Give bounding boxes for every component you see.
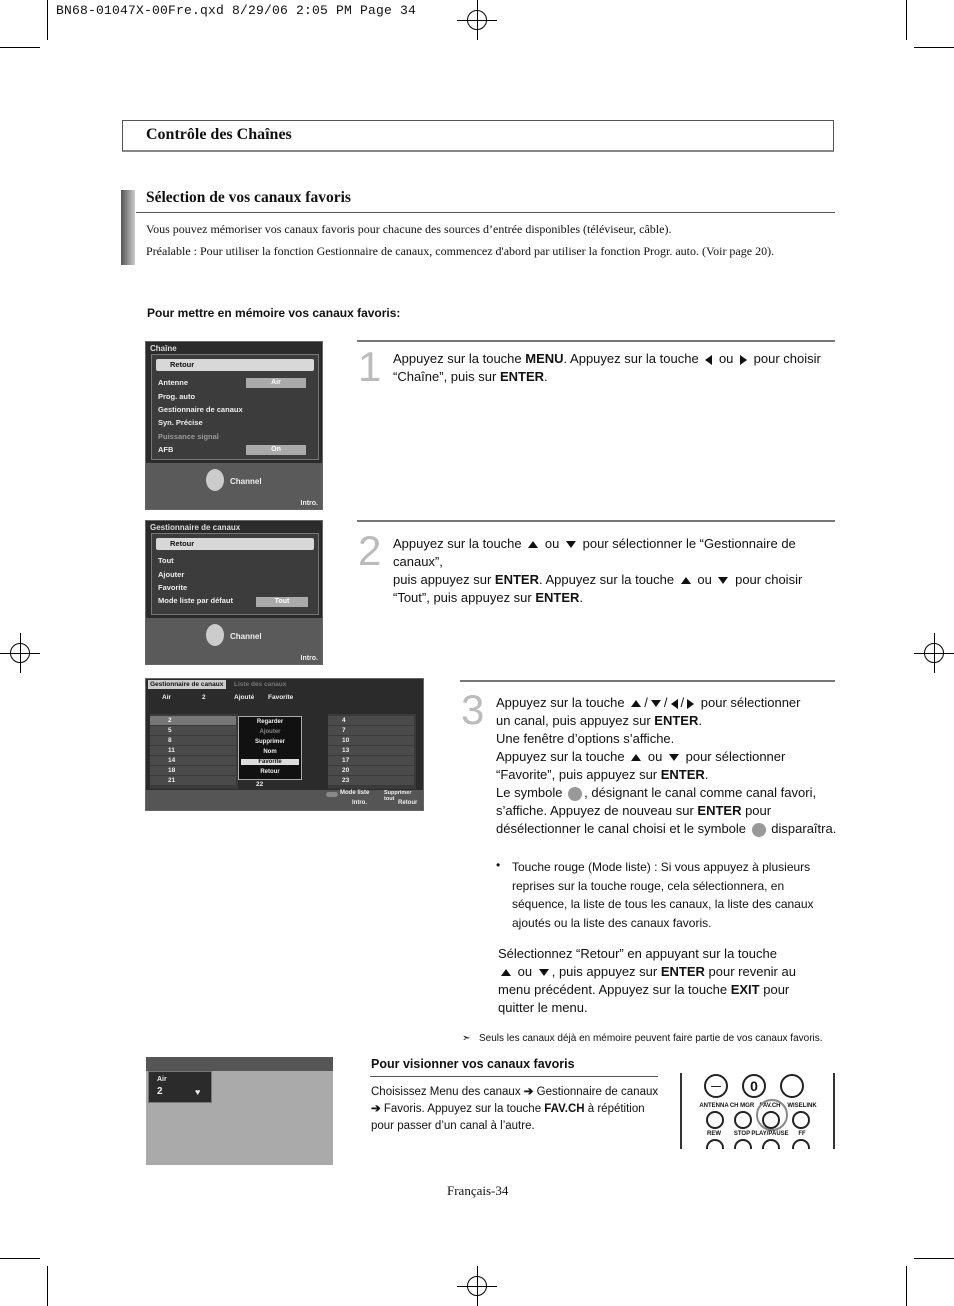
menu-item-retour[interactable]: Retour <box>156 538 314 550</box>
crop-mark <box>47 0 48 40</box>
option-favorite[interactable]: Favorite <box>241 759 299 765</box>
ff-button[interactable] <box>792 1139 810 1149</box>
satellite-icon <box>206 624 224 646</box>
tv-screen-channel-menu <box>145 341 323 510</box>
list-item[interactable]: 2 <box>150 716 236 725</box>
option-nom[interactable]: Nom <box>263 749 277 755</box>
antenna-button[interactable] <box>706 1111 724 1129</box>
crop-mark <box>906 1266 907 1306</box>
tv-screen-favorite <box>146 1057 333 1165</box>
crop-mark <box>0 1258 40 1259</box>
screen-footer <box>146 618 322 664</box>
stop-label: STOP <box>733 1131 751 1137</box>
intro-paragraph-1: Vous pouvez mémoriser vos canaux favoris pour chacune des sources d’entrée disponibles (téléviseur, câble). <box>146 222 672 236</box>
section-title: Contrôle des Chaînes <box>146 126 292 143</box>
footer-label: Channel <box>230 632 262 641</box>
screen-bar <box>146 1057 333 1071</box>
wiselink-label: WISELINK <box>787 1103 817 1109</box>
note-icon: ➣ <box>462 1033 471 1044</box>
crop-mark <box>47 1266 48 1306</box>
left-arrow-icon <box>705 355 712 365</box>
list-item[interactable]: 7 <box>328 726 414 735</box>
menu-panel <box>151 354 319 460</box>
blank-button[interactable] <box>780 1074 804 1098</box>
btn-mode-liste: Mode liste <box>340 790 370 796</box>
note-text: Seuls les canaux déjà en mémoire peuvent faire partie de vos canaux favoris. <box>479 1033 823 1044</box>
view-text: Choisissez Menu des canaux ➔ Gestionnaire de canaux ➔ Favoris. Appuyez sur la touche FAV.CH à répétition pour passer d’un canal à l’autre. <box>371 1086 659 1132</box>
list-item[interactable]: 10 <box>328 736 414 745</box>
antenna-label: ANTENNA <box>699 1103 729 1109</box>
list-item[interactable]: 17 <box>328 756 414 765</box>
btn-intro: Intro. <box>352 800 367 806</box>
screen-title: Chaîne <box>150 344 177 353</box>
legend-added: Ajouté <box>234 694 255 701</box>
bullet-red-button: Touche rouge (Mode liste) : Si vous appuyez à plusieurs reprises sur la touche rouge, cela sélectionnera, en séquence, la liste de tous les canaux, la liste des canaux ajoutés ou la liste des canaux favoris. <box>512 860 814 930</box>
down-arrow-icon <box>669 754 679 761</box>
antenne-value: Air <box>246 378 306 388</box>
list-item[interactable]: 18 <box>150 766 236 775</box>
page-number: Français-34 <box>447 1183 509 1198</box>
channel-column-3 <box>328 714 416 789</box>
osd-source: Air <box>157 1076 167 1083</box>
options-menu <box>238 716 302 780</box>
ch-mgr-label: CH MGR <box>729 1103 755 1109</box>
remote-control <box>680 1073 835 1149</box>
subsection-bar <box>121 190 135 265</box>
tv-screen-channel-list <box>145 678 424 811</box>
rew-label: REW <box>707 1131 721 1137</box>
step-3-return-text: Sélectionnez “Retour” en appuyant sur la touche ou , puis appuyez sur ENTER pour revenir au menu précédent. Appuyez sur la touche EXIT pour quitter le menu. <box>498 946 796 1015</box>
menu-item-mode-liste[interactable]: Mode liste par défaut <box>158 596 234 605</box>
heart-icon <box>568 787 582 801</box>
dash-button[interactable] <box>704 1074 728 1098</box>
bullet-dot: • <box>496 858 501 872</box>
view-rule <box>370 1076 658 1077</box>
right-arrow-icon <box>687 699 694 709</box>
heart-icon: ♥ <box>195 1087 201 1097</box>
rew-button[interactable] <box>706 1139 724 1149</box>
step-2-text: Appuyez sur la touche ou pour sélectionner le “Gestionnaire de canaux”, puis appuyez sur ENTER. Appuyez sur la touche ou pour choisir “Tout”, puis appuyez sur ENTER. <box>393 536 803 605</box>
menu-item-afb[interactable]: AFB <box>158 445 174 454</box>
tab-gestionnaire[interactable]: Gestionnaire de canaux <box>148 680 226 689</box>
step-number-1: 1 <box>358 343 382 390</box>
ch-mgr-button[interactable] <box>734 1111 752 1129</box>
step-number-2: 2 <box>358 527 382 574</box>
arrow-right-icon: ➔ <box>523 1086 534 1098</box>
menu-item-syn-precise[interactable]: Syn. Précise <box>158 418 203 427</box>
registration-mark <box>457 0 497 40</box>
satellite-icon <box>206 469 224 491</box>
list-item[interactable]: 23 <box>328 776 414 785</box>
wiselink-button[interactable] <box>792 1111 810 1129</box>
intro-label: Intro. <box>300 500 318 507</box>
tab-liste-canaux[interactable]: Liste des canaux <box>234 681 287 688</box>
step-rule <box>357 340 835 342</box>
menu-item-antenne[interactable]: Antenne <box>158 378 188 387</box>
view-heading: Pour visionner vos canaux favoris <box>371 1057 575 1071</box>
menu-item-prog-auto[interactable]: Prog. auto <box>158 392 196 401</box>
intro-label: Intro. <box>300 655 318 662</box>
list-item[interactable]: 11 <box>150 746 236 755</box>
subsection-title: Sélection de vos canaux favoris <box>146 189 351 206</box>
zero-button[interactable]: 0 <box>742 1074 766 1098</box>
list-item[interactable]: 4 <box>328 716 414 725</box>
intro-paragraph-2: Préalable : Pour utiliser la fonction Gestionnaire de canaux, commencez d'abord par utiliser la fonction Progr. auto. (Voir page 20). <box>146 244 775 258</box>
subsection-rule <box>136 212 835 213</box>
afb-value: On <box>246 445 306 455</box>
option-supprimer[interactable]: Supprimer <box>254 739 285 745</box>
footer-label: Channel <box>230 477 262 486</box>
channel-osd <box>148 1071 212 1103</box>
right-arrow-icon <box>740 355 747 365</box>
fav-ch-highlight <box>756 1099 788 1131</box>
registration-mark <box>0 633 40 673</box>
down-arrow-icon <box>651 700 661 707</box>
arrow-right-icon: ➔ <box>371 1103 381 1115</box>
source-label: Air <box>162 694 172 701</box>
section-title-box <box>122 120 834 152</box>
up-arrow-icon <box>528 541 538 548</box>
up-arrow-icon <box>501 969 511 976</box>
fav-ch-label: FAV.CH <box>759 1103 781 1109</box>
up-arrow-icon <box>631 700 641 707</box>
crop-mark <box>906 0 907 40</box>
legend-favorite: Favorite <box>268 694 294 701</box>
down-arrow-icon <box>539 969 549 976</box>
print-header: BN68-01047X-00Fre.qxd 8/29/06 2:05 PM Page 34 <box>56 3 417 18</box>
osd-channel: 2 <box>157 1086 163 1097</box>
menu-item-puissance-signal: Puissance signal <box>158 432 219 441</box>
red-button-icon <box>326 792 338 797</box>
list-item[interactable]: 13 <box>328 746 414 755</box>
channel-column-1 <box>150 714 238 789</box>
up-arrow-icon <box>681 577 691 584</box>
down-arrow-icon <box>718 577 728 584</box>
list-item[interactable]: 5 <box>150 726 236 735</box>
step-1-text: Appuyez sur la touche MENU. Appuyez sur la touche ou pour choisir “Chaîne”, puis sur ENTER. <box>393 351 821 384</box>
list-item[interactable]: 20 <box>328 766 414 775</box>
registration-mark <box>457 1266 497 1306</box>
crop-mark <box>0 47 40 48</box>
step-rule <box>460 680 835 682</box>
screen-title: Gestionnaire de canaux <box>150 523 241 532</box>
left-arrow-icon <box>671 699 678 709</box>
step-rule <box>357 520 835 522</box>
menu-item-tout[interactable]: Tout <box>158 556 174 565</box>
step-3-text: Appuyez sur la touche / / / pour sélectionner un canal, puis appuyez sur ENTER. Une fenêtre d’options s’affiche. Appuyez sur la touche ou pour sélectionner “Favorite”, puis appuyez sur ENTER. Le symbole , désignant le canal comme canal favori, s’affiche. Appuyez de nouveau sur ENTER pour désélectionner le canal choisi et le symbole disparaîtra. <box>496 695 837 836</box>
menu-panel <box>151 533 319 615</box>
stop-button[interactable] <box>734 1139 752 1149</box>
up-arrow-icon <box>631 754 641 761</box>
memorize-heading: Pour mettre en mémoire vos canaux favoris: <box>147 306 401 320</box>
btn-retour: Retour <box>398 800 418 806</box>
option-retour[interactable]: Retour <box>260 769 280 775</box>
tv-screen-channel-manager <box>145 520 323 665</box>
menu-item-gestionnaire[interactable]: Gestionnaire de canaux <box>158 405 243 414</box>
list-item[interactable]: 8 <box>150 736 236 745</box>
play-pause-label: PLAY/PAUSE <box>751 1131 789 1137</box>
mode-liste-value: Tout <box>256 597 308 607</box>
crop-mark <box>914 1258 954 1259</box>
ff-label: FF <box>798 1131 806 1137</box>
menu-item-retour[interactable]: Retour <box>156 359 314 371</box>
list-item[interactable]: 21 <box>150 776 236 785</box>
menu-item-ajouter[interactable]: Ajouter <box>158 570 185 579</box>
current-channel: 2 <box>202 694 206 701</box>
menu-item-favorite[interactable]: Favorite <box>158 583 188 592</box>
play-pause-button[interactable] <box>762 1139 780 1149</box>
list-item[interactable]: 14 <box>150 756 236 765</box>
down-arrow-icon <box>566 541 576 548</box>
step-number-3: 3 <box>461 686 485 733</box>
option-regarder[interactable]: Regarder <box>256 719 284 725</box>
channel-22[interactable]: 22 <box>256 781 264 788</box>
option-ajouter[interactable]: Ajouter <box>259 729 281 735</box>
crop-mark <box>914 47 954 48</box>
heart-icon <box>752 823 766 837</box>
registration-mark <box>914 633 954 673</box>
screen-footer <box>146 463 322 509</box>
screen-footer <box>146 790 423 810</box>
btn-supprimer-tout: Supprimer tout <box>384 790 412 802</box>
